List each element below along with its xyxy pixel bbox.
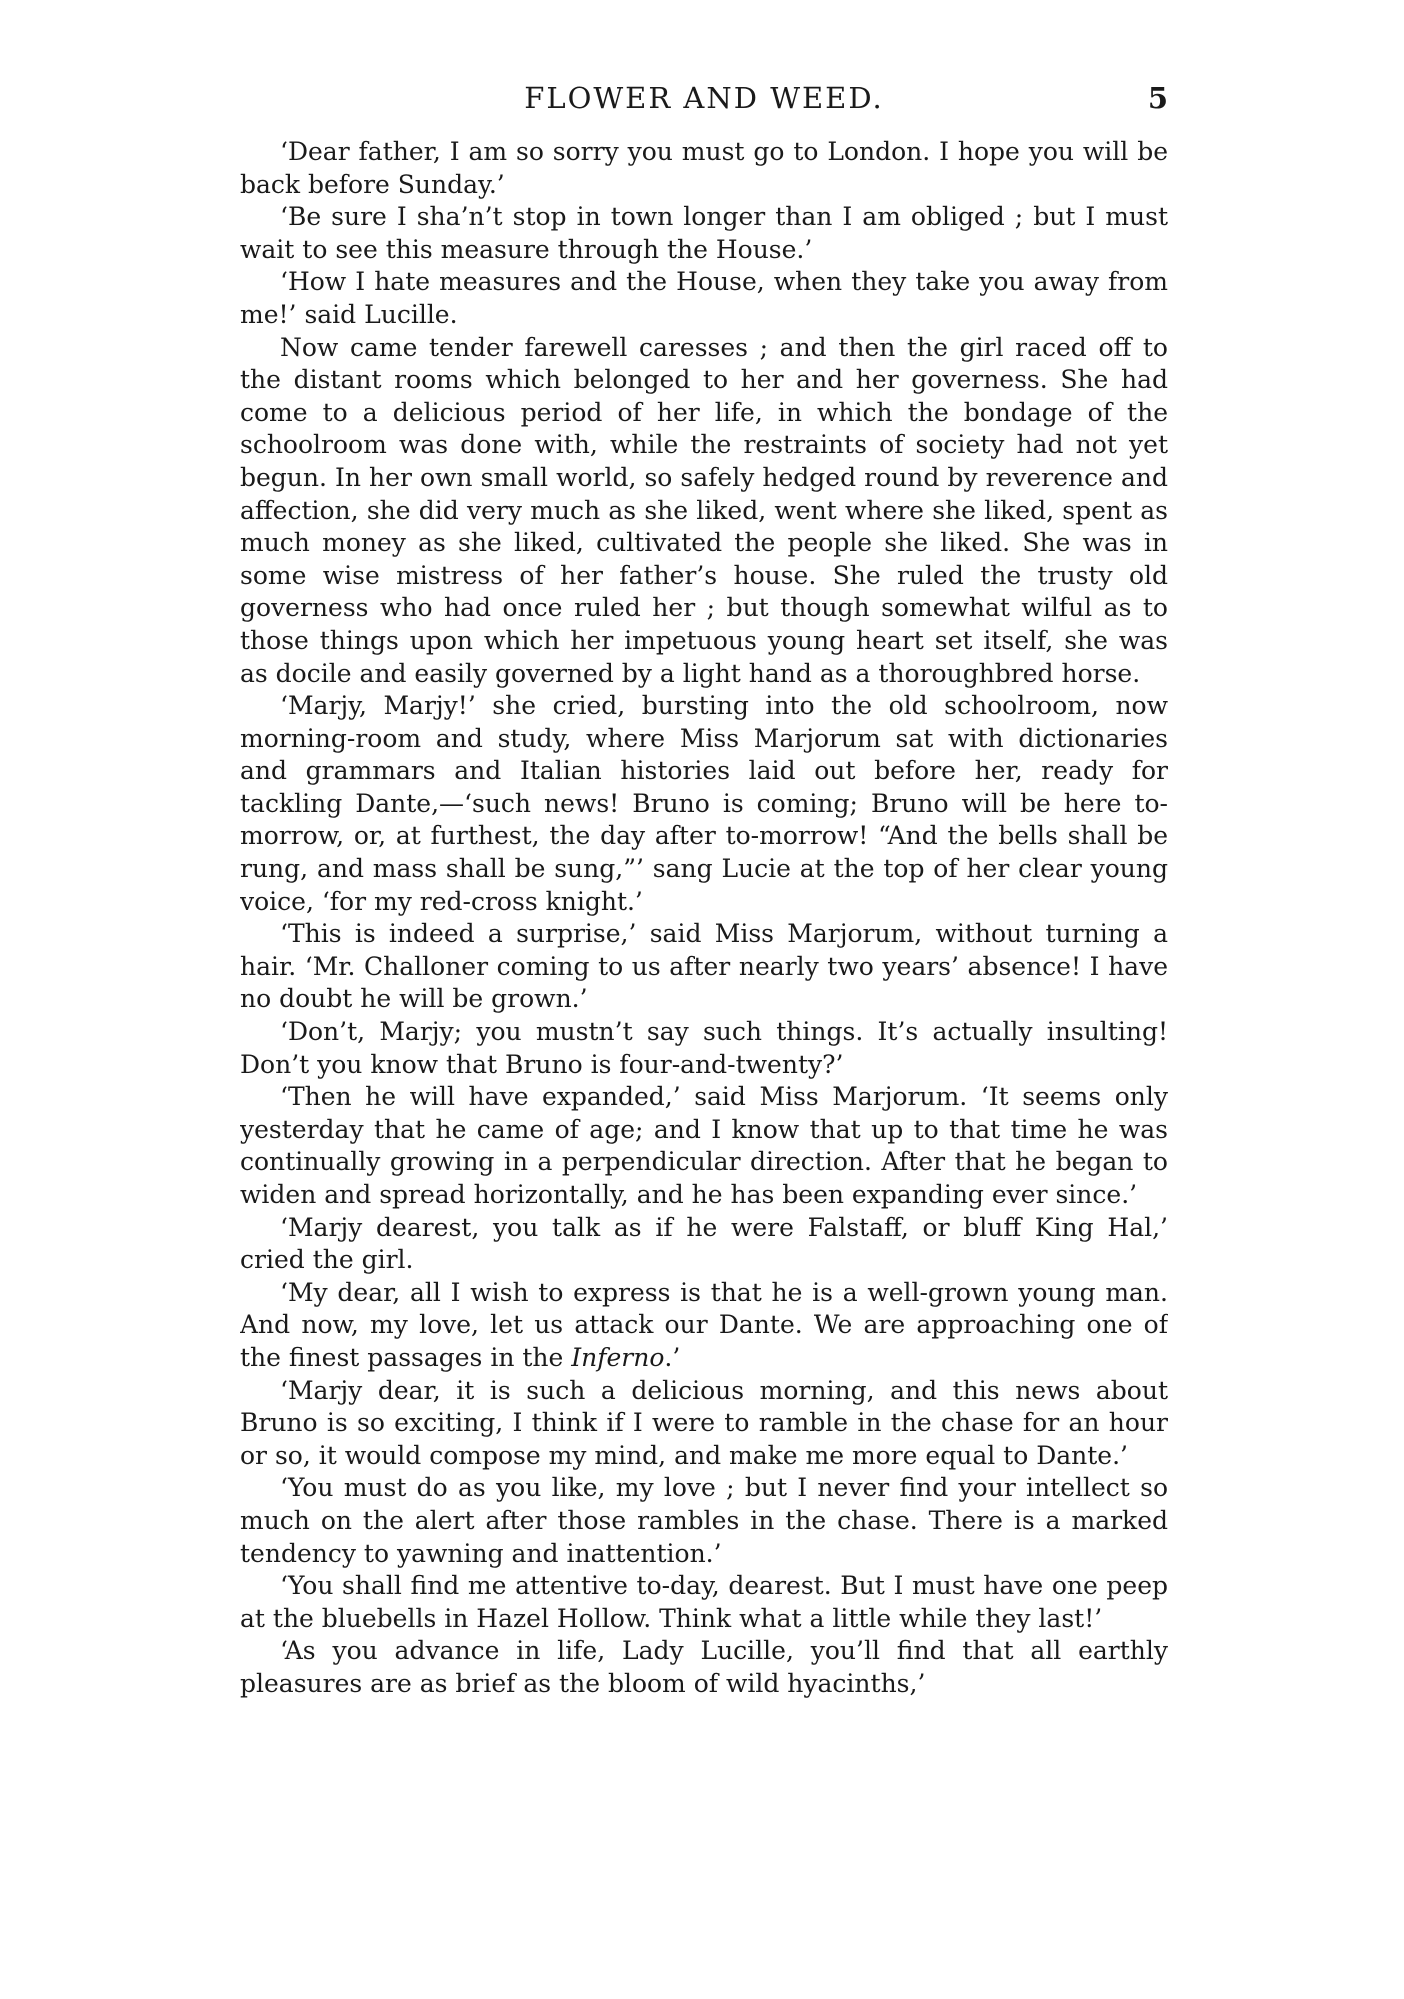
paragraph: ‘Don’t, Marjy; you mustn’t say such things. It’s actually insulting! Don’t you know that Bruno is four-and-twenty?’ (240, 1017, 1168, 1079)
paragraph (240, 1277, 1168, 1375)
paragraph: ‘Marjy dear, it is such a delicious morning, and this news about Bruno is so exciting, I think if I were to ramble in the chase for an hour or so, it would compose my mind, and make me more equal to Dante.’ (240, 1375, 1168, 1470)
body-text (240, 136, 1168, 1896)
running-title: FLOWER AND WEED. (524, 81, 884, 115)
paragraph: ‘Be sure I sha’n’t stop in town longer than I am obliged ; but I must wait to see this measure through the House.’ (240, 202, 1168, 264)
paragraph: Now came tender farewell caresses ; and then the girl raced off to the distant rooms which belonged to her and her governess. She had come to a delicious period of her life, in which the bondage of the schoolroom was done with, while the restraints of society had not yet begun. In her own small world, so safely hedged round by reverence and affection, she did very much as she liked, went where she liked, spent as much money as she liked, cultivated the people she liked. She was in some wise mistress of her father’s house. She ruled the trusty old governess who had once ruled her ; but though somewhat wilful as to those things upon which her impetuous young heart set itself, she was as docile and easily governed by a light hand as a thoroughbred horse. (240, 332, 1168, 688)
paragraph: ‘This is indeed a surprise,’ said Miss Marjorum, without turning a hair. ‘Mr. Challoner coming to us after nearly two years’ absence! I have no doubt he will be grown.’ (240, 919, 1168, 1014)
paragraph: ‘Marjy, Marjy!’ she cried, bursting into the old schoolroom, now morning-room and study, where Miss Marjorum sat with dictionaries and grammars and Italian histories laid out before her, ready for tackling Dante,—‘such news! Bruno is coming; Bruno will be here to-morrow, or, at furthest, the day after to-morrow! “And the bells shall be rung, and mass shall be sung,”’ sang Lucie at the top of her clear young voice, ‘for my red-cross knight.’ (240, 691, 1168, 916)
paragraph: ‘How I hate measures and the House, when they take you away from me!’ said Lucille. (240, 267, 1168, 329)
paragraph: ‘You must do as you like, my love ; but I never find your intellect so much on the alert after those rambles in the chase. There is a marked tendency to yawning and inattention.’ (240, 1473, 1168, 1568)
page-header (240, 78, 1168, 118)
paragraph: ‘You shall find me attentive to-day, dearest. But I must have one peep at the bluebells in Hazel Hollow. Think what a little while they last!’ (240, 1571, 1168, 1633)
italic-title: Inferno (571, 1342, 665, 1372)
paragraph: ‘Marjy dearest, you talk as if he were Falstaff, or bluff King Hal,’ cried the girl. (240, 1212, 1168, 1275)
paragraph: ‘Then he will have expanded,’ said Miss Marjorum. ‘It seems only yesterday that he came of age; and I know that up to that time he was continually growing in a perpendicular direction. After that he began to widen and spread horizontally, and he has been expanding ever since.’ (240, 1082, 1168, 1209)
paragraph: ‘As you advance in life, Lady Lucille, you’ll find that all earthly pleasures are as brief as the bloom of wild hyacinths,’ (240, 1636, 1168, 1698)
paragraph-text: .’ (664, 1342, 681, 1372)
paragraph-text: ‘My dear, all I wish to express is that he is a well-grown young man. And now, my love, let us attack our Dante. We are approaching one of the finest passages in the (240, 1277, 1168, 1372)
page-number: 5 (1147, 81, 1168, 115)
paragraph: ‘Dear father, I am so sorry you must go to London. I hope you will be back before Sunday.’ (240, 137, 1168, 199)
